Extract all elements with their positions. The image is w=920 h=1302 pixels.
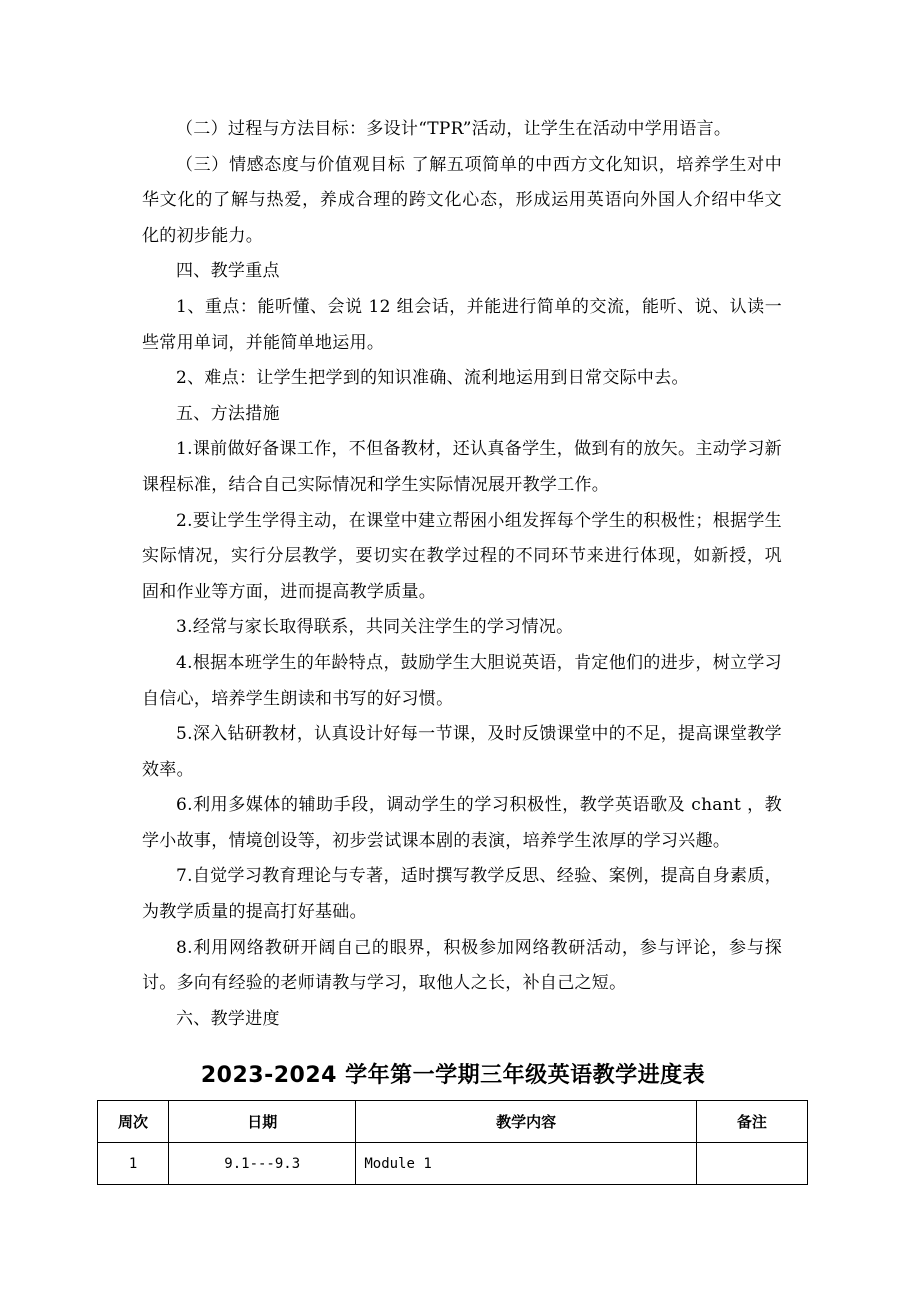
paragraph-difficulty: 2、难点：让学生把学到的知识准确、流利地运用到日常交际中去。 — [176, 368, 689, 389]
cell-content: Module 1 — [356, 1143, 696, 1185]
schedule-table-title: 2023-2024 学年第一学期三年级英语教学进度表 — [200, 1063, 706, 1088]
method-item-4: 4.根据本班学生的年龄特点，鼓励学生大胆说英语，肯定他们的进步，树立学习自信心，培养学生朗读和书写的好习惯。 — [142, 652, 782, 709]
header-date: 日期 — [169, 1101, 356, 1143]
heading-teaching-schedule: 六、教学进度 — [176, 1008, 280, 1029]
method-item-8: 8.利用网络教研开阔自己的眼界，积极参加网络教研活动，参与评论，参与探讨。多向有经验的老师请教与学习，取他人之长，补自己之短。 — [142, 937, 782, 994]
method-item-2: 2.要让学生学得主动，在课堂中建立帮困小组发挥每个学生的积极性；根据学生实际情况，实行分层教学，要切实在教学过程的不同环节来进行体现，如新授，巩固和作业等方面，进而提高教学质量。 — [142, 510, 782, 602]
document-body — [142, 112, 782, 1037]
method-item-7: 7.自觉学习教育理论与专著，适时撰写教学反思、经验、案例，提高自身素质，为教学质量的提高打好基础。 — [142, 866, 782, 923]
schedule-table — [97, 1100, 808, 1185]
method-item-6: 6.利用多媒体的辅助手段，调动学生的学习积极性，教学英语歌及 chant ，教学小故事，情境创设等，初步尝试课本剧的表演，培养学生浓厚的学习兴趣。 — [142, 795, 782, 851]
cell-note — [696, 1143, 807, 1185]
cell-week: 1 — [98, 1143, 169, 1185]
method-item-1: 1.课前做好备课工作，不但备教材，还认真备学生，做到有的放矢。主动学习新课程标准，结合自己实际情况和学生实际情况展开教学工作。 — [142, 439, 782, 495]
paragraph-process-method-goal: （二）过程与方法目标：多设计“TPR”活动，让学生在活动中学用语言。 — [176, 119, 732, 139]
cell-date: 9.1---9.3 — [169, 1143, 356, 1185]
table-row — [98, 1143, 808, 1185]
table-header-row — [98, 1101, 808, 1143]
paragraph-emotion-values-goal: （三）情感态度与价值观目标 了解五项简单的中西方文化知识，培养学生对中华文化的了解与热爱，养成合理的跨文化心态，形成运用英语向外国人介绍中华文化的初步能力。 — [142, 154, 782, 246]
method-item-5: 5.深入钻研教材，认真设计好每一节课，及时反馈课堂中的不足，提高课堂教学效率。 — [142, 724, 782, 780]
header-note: 备注 — [696, 1101, 807, 1143]
header-content: 教学内容 — [356, 1101, 696, 1143]
heading-methods: 五、方法措施 — [176, 403, 280, 424]
header-week: 周次 — [98, 1101, 169, 1143]
paragraph-focus: 1、重点：能听懂、会说 12 组会话，并能进行简单的交流，能听、说、认读一些常用单词，并能简单地运用。 — [142, 296, 782, 353]
heading-teaching-focus: 四、教学重点 — [176, 261, 280, 282]
method-item-3: 3.经常与家长取得联系，共同关注学生的学习情况。 — [176, 617, 574, 638]
